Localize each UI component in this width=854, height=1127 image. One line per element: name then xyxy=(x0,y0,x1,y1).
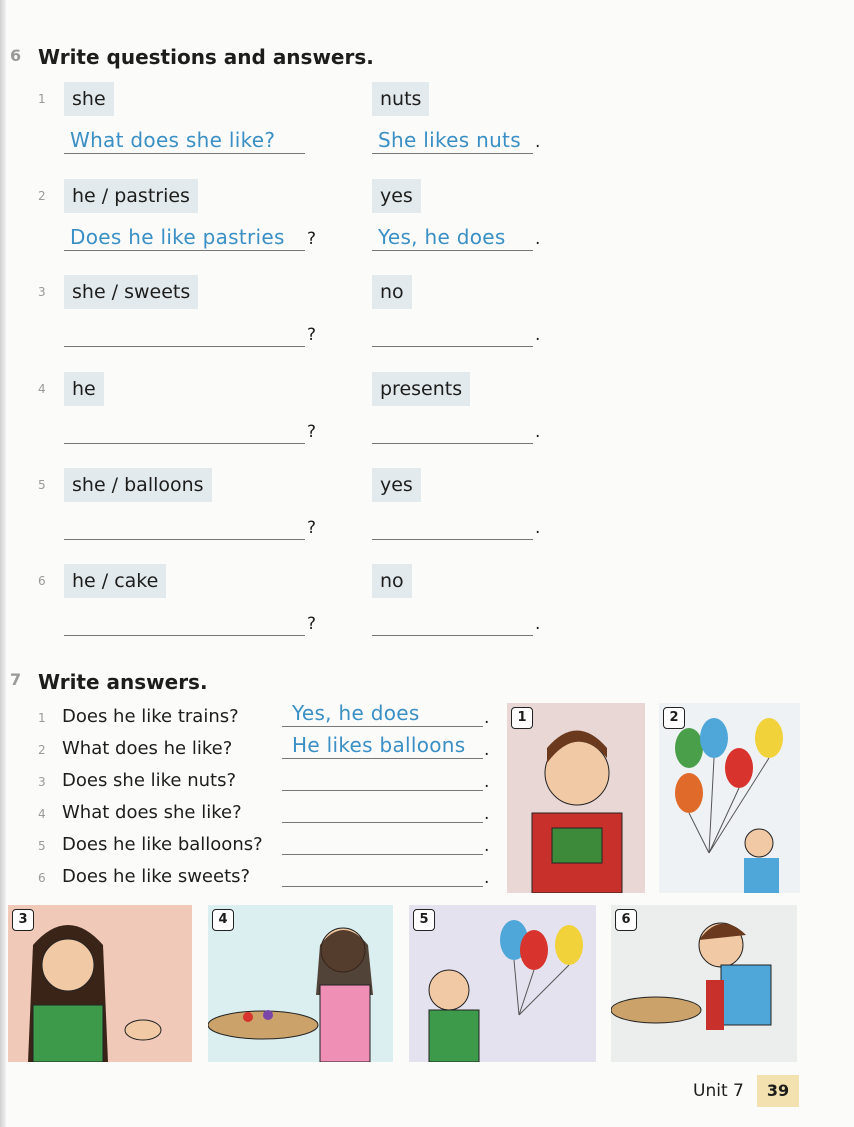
answer-text: Yes, he does xyxy=(292,701,420,725)
question-answer-text: What does she like? xyxy=(70,128,276,152)
boy-with-toy-train-icon xyxy=(507,703,645,893)
answer-input[interactable] xyxy=(372,220,533,251)
question-prompt: he / pastries xyxy=(64,179,198,213)
answer-prompt: yes xyxy=(372,179,421,213)
exercise-7-title: Write answers. xyxy=(38,670,208,694)
answer-input[interactable] xyxy=(282,762,483,791)
question-text: Does he like sweets? xyxy=(62,866,251,887)
picture-label: 6 xyxy=(615,909,637,931)
question-input[interactable] xyxy=(64,123,305,154)
item-number: 1 xyxy=(38,92,46,106)
full-stop: . xyxy=(484,708,490,728)
picture-2 xyxy=(659,703,800,893)
unit-label: Unit 7 xyxy=(693,1081,744,1101)
boy-with-balloons-icon xyxy=(409,905,596,1062)
full-stop: . xyxy=(535,132,541,152)
question-mark: ? xyxy=(307,422,317,442)
exercise-6-number: 6 xyxy=(10,46,22,65)
answer-prompt: no xyxy=(372,564,412,598)
question-text: Does he like balloons? xyxy=(62,834,263,855)
exercise-7-number: 7 xyxy=(10,670,22,689)
full-stop: . xyxy=(535,229,541,249)
answer-input[interactable] xyxy=(282,698,483,727)
item-number: 4 xyxy=(38,382,46,396)
picture-6 xyxy=(611,905,797,1062)
answer-input[interactable] xyxy=(282,730,483,759)
answer-input[interactable] xyxy=(282,794,483,823)
full-stop: . xyxy=(484,804,490,824)
question-prompt: she / balloons xyxy=(64,468,212,502)
item-number: 5 xyxy=(38,839,46,853)
question-text: What does she like? xyxy=(62,802,242,823)
picture-label: 4 xyxy=(212,909,234,931)
exercise-6-title: Write questions and answers. xyxy=(38,45,374,69)
picture-label: 1 xyxy=(511,707,533,729)
answer-prompt: yes xyxy=(372,468,421,502)
full-stop: . xyxy=(535,325,541,345)
question-input[interactable] xyxy=(64,509,305,540)
answer-prompt: presents xyxy=(372,372,470,406)
page-binding-edge xyxy=(0,0,6,1127)
question-answer-text: Does he like pastries xyxy=(70,225,285,249)
question-text: What does he like? xyxy=(62,738,233,759)
answer-input[interactable] xyxy=(282,826,483,855)
answer-text: She likes nuts xyxy=(378,128,521,152)
question-mark: ? xyxy=(307,614,317,634)
full-stop: . xyxy=(535,422,541,442)
item-number: 5 xyxy=(38,478,46,492)
picture-5 xyxy=(409,905,596,1062)
full-stop: . xyxy=(535,518,541,538)
boy-with-balloons-icon xyxy=(659,703,800,893)
page-number: 39 xyxy=(757,1075,799,1107)
answer-input[interactable] xyxy=(372,605,533,636)
picture-1 xyxy=(507,703,645,893)
question-input[interactable] xyxy=(64,316,305,347)
answer-text: He likes balloons xyxy=(292,733,466,757)
question-mark: ? xyxy=(307,325,317,345)
item-number: 2 xyxy=(38,189,46,203)
question-text: Does he like trains? xyxy=(62,706,239,727)
question-input[interactable] xyxy=(64,605,305,636)
question-prompt: she / sweets xyxy=(64,275,198,309)
question-prompt: he / cake xyxy=(64,564,166,598)
answer-input[interactable] xyxy=(372,316,533,347)
answer-input[interactable] xyxy=(372,123,533,154)
question-prompt: she xyxy=(64,82,114,116)
item-number: 2 xyxy=(38,743,46,757)
full-stop: . xyxy=(484,836,490,856)
picture-4 xyxy=(208,905,393,1062)
answer-prompt: no xyxy=(372,275,412,309)
question-input[interactable] xyxy=(64,413,305,444)
answer-input[interactable] xyxy=(372,413,533,444)
full-stop: . xyxy=(484,740,490,760)
question-prompt: he xyxy=(64,372,104,406)
picture-label: 3 xyxy=(12,909,34,931)
item-number: 6 xyxy=(38,574,46,588)
item-number: 3 xyxy=(38,285,46,299)
full-stop: . xyxy=(484,868,490,888)
question-mark: ? xyxy=(307,518,317,538)
item-number: 4 xyxy=(38,807,46,821)
question-input[interactable] xyxy=(64,220,305,251)
answer-prompt: nuts xyxy=(372,82,429,116)
boy-with-sweets-icon xyxy=(611,905,797,1062)
item-number: 1 xyxy=(38,711,46,725)
question-mark: ? xyxy=(307,229,317,249)
girl-with-sweets-icon xyxy=(208,905,393,1062)
picture-3 xyxy=(8,905,192,1062)
answer-input[interactable] xyxy=(372,509,533,540)
item-number: 6 xyxy=(38,871,46,885)
question-text: Does she like nuts? xyxy=(62,770,237,791)
picture-label: 2 xyxy=(663,707,685,729)
answer-input[interactable] xyxy=(282,858,483,887)
full-stop: . xyxy=(484,772,490,792)
picture-label: 5 xyxy=(413,909,435,931)
girl-with-nuts-icon xyxy=(8,905,192,1062)
full-stop: . xyxy=(535,614,541,634)
item-number: 3 xyxy=(38,775,46,789)
answer-text: Yes, he does xyxy=(378,225,506,249)
